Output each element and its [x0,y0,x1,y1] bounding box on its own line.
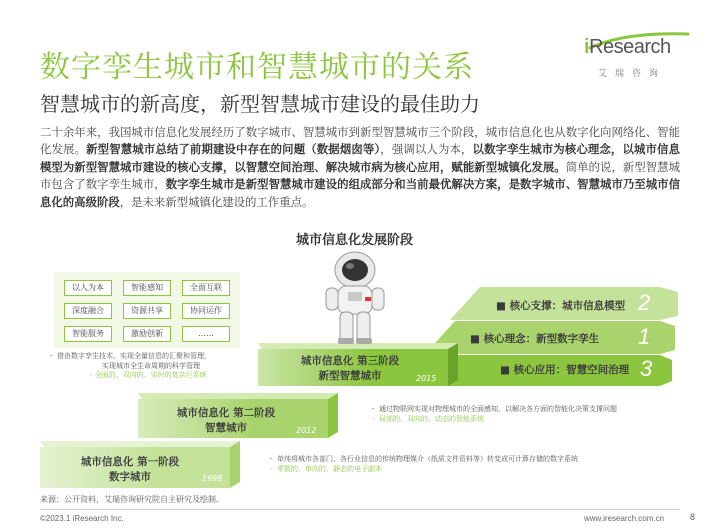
core-support-label: ■ 核心支撑：城市信息模型 [496,300,626,312]
page-subtitle: 智慧城市的新高度，新型智慧城市建设的最佳助力 [40,92,480,116]
logo-chinese: 艾瑞咨询 [598,69,667,79]
tag-item: 深度融合 [64,303,112,319]
stage1-label: 城市信息化 第一阶段 数字城市 [80,456,180,483]
tag-item: 资源共享 [123,303,171,319]
core-concept-label: ■ 核心理念：新型数字孪生 [470,333,600,345]
tag-item: 激励创新 [123,326,171,342]
stage2-top [138,393,338,399]
stage2-side [328,393,338,438]
stage3-side [448,343,458,386]
core-application-label: ■ 核心应用：智慧空间治理 [500,364,630,376]
core-concept-number: 1 [638,324,651,349]
core-support-number: 2 [638,290,651,315]
stage1-year: 1998 [202,474,223,483]
website-link[interactable]: www.iresearch.com.cn [584,514,665,523]
footer-divider [40,509,680,510]
page-title: 数字孪生城市和智慧城市的关系 [40,50,474,85]
intro-paragraph: 二十余年来，我国城市信息化发展经历了数字城市、智慧城市到新型智慧城市三个阶段，城市信息化也从数字化向网络化、智能化发展。新型智慧城市总结了前期建设中存在的问题（数据烟囱等），强调以人为本，以数字孪生城市为核心理念，以城市信息模型为新型智慧城市建设的核心支撑，以智慧空间治理、解决城市病为核心应用，赋能新型城镇化发展。简单的说，新型智慧城市包含了数字孪生城市，数字孪生城市是新型智慧城市建设的组成部分和当前最优解决方案，是数字城市、智慧城市乃至城市信息化的高级阶段，是未来新型城镇化建设的工作重点。 [40,125,680,209]
page-number: 8 [690,512,696,522]
tag-item: 智能感知 [123,280,171,296]
diagram-title: 城市信息化发展阶段 [296,233,414,248]
source-note: 来源：公开资料，艾瑞咨询研究院自主研究及绘制。 [40,495,224,504]
tag-item: 智能服务 [64,326,112,342]
stage3-label: 城市信息化 第三阶段 新型智慧城市 [300,355,400,382]
tag-item: 协同运作 [182,303,230,319]
astronaut-icon [326,252,384,344]
stage1-side [230,441,240,488]
stage3-note: - 借由数字孪生技术，实现全量信息的汇聚和管理， 实现城市全生命周期的科学管理 - 全面的、双向的、实时的复杂巨系统 [50,352,211,379]
tag-item: …… [182,326,230,342]
tag-item: 以人为本 [64,280,112,296]
tag-item: 全面互联 [182,280,230,296]
core-application-number: 3 [640,356,653,381]
copyright: ©2023.1 iResearch Inc. [40,514,124,523]
stage1-top [40,441,240,447]
stage2-year: 2012 [296,426,317,435]
stage2-note: - 通过物联网实现对物理城市的全面感知，以解决各方面的智能化决策支撑问题 - 局部的、双向的、动态的智能系统 [372,405,617,423]
stage1-note: - 单纯将城市各部门、各行业信息的传统物理媒介（纸质文件资料等）转变成可计算存储的数字系统 - 零散的、单向的、静态的电子副本 [270,455,578,473]
stage3-year: 2015 [416,374,437,383]
logo-wordmark: iResearch [584,36,671,58]
stage2-label: 城市信息化 第二阶段 智慧城市 [176,407,276,434]
